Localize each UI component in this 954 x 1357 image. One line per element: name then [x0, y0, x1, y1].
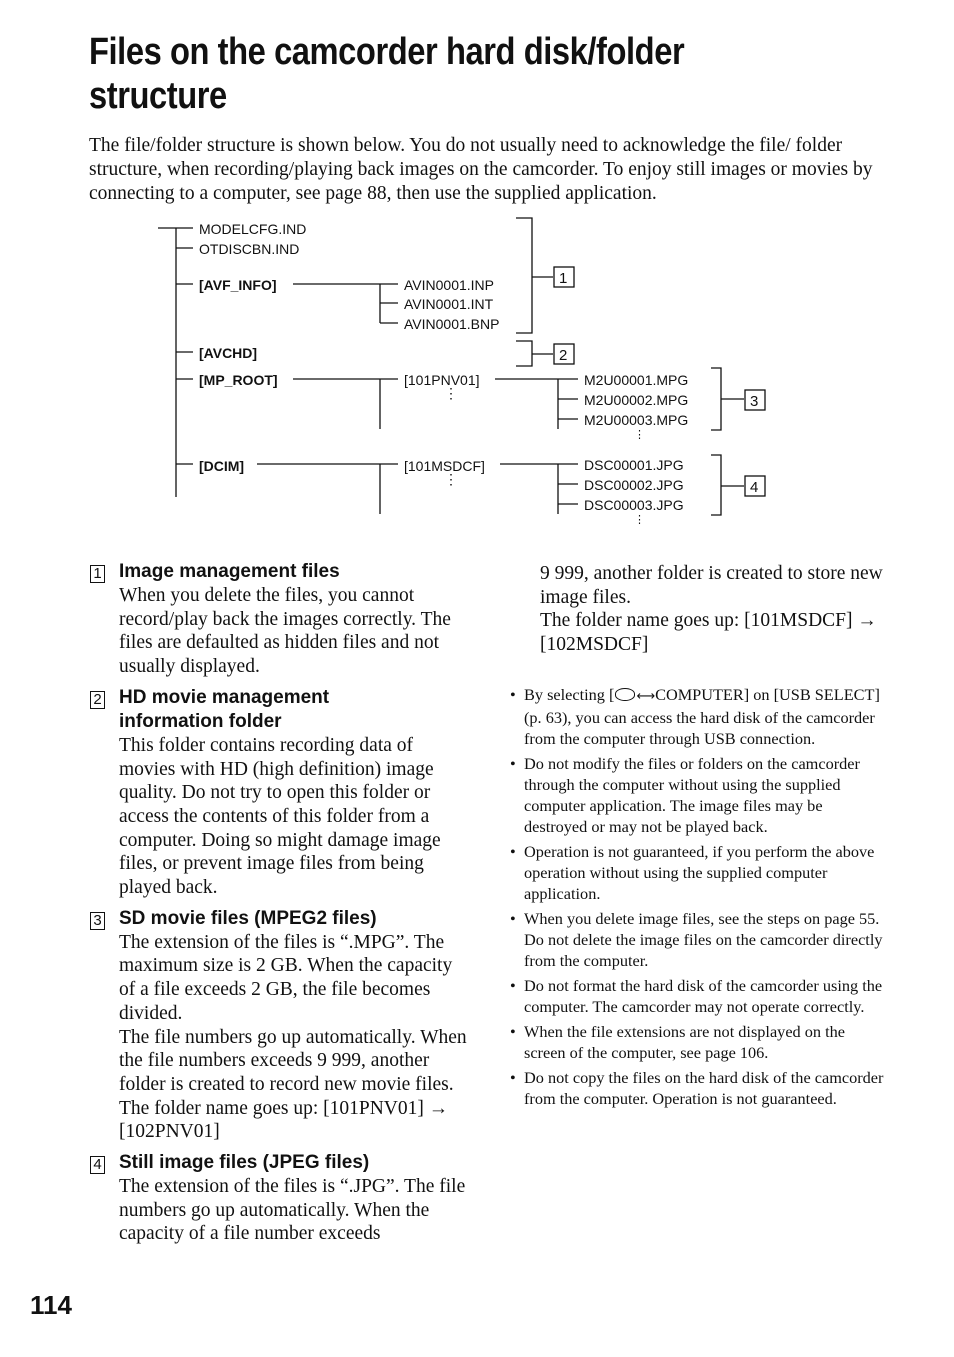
avf-file-3: AVIN0001.BNP — [404, 316, 500, 332]
note-item: • Do not modify the files or folders on the camcorder through the computer without using the supplied computer application. The image files may be destroyed or may not be played back. — [510, 753, 885, 837]
dcim-ellipsis: ⋮ — [444, 471, 458, 487]
dcim-file-1: DSC00001.JPG — [584, 457, 684, 473]
dcim-files-ellipsis: ⋮ — [634, 514, 645, 526]
marker-3: 3 — [750, 393, 759, 410]
section-number: 1 — [90, 565, 105, 583]
section-body-3: The folder name goes up: [101PNV01] → [102PNV01] — [119, 1097, 449, 1143]
section-number: 2 — [90, 691, 105, 709]
intro-paragraph: The file/folder structure is shown below. You do not usually need to acknowledge the file/ folder structure, when recording/playing back images on the camcorder. To enjoy still images or movies by connecting to a computer, see page 88, then use the supplied application. — [89, 135, 873, 204]
mp-file-3: M2U00003.MPG — [584, 412, 689, 428]
note-item: • Do not format the hard disk of the camcorder using the computer. The camcorder may not operate correctly. — [510, 975, 885, 1017]
dcim-file-3: DSC00003.JPG — [584, 497, 684, 513]
bidirectional-arrow-icon: ⟷ — [636, 689, 656, 704]
section-heading: SD movie files (MPEG2 files) — [119, 907, 377, 929]
continuation-line-1: 9 999, another folder is created to store new image files. — [540, 563, 883, 608]
page-number: 114 — [30, 1290, 72, 1320]
note-text-post: COMPUTER] on [USB SELECT] (p. 63), you can access the hard disk of the camcorder from the computer through USB connection. — [524, 685, 880, 748]
folder-structure-diagram — [0, 210, 954, 530]
avf-file-2: AVIN0001.INT — [404, 296, 494, 312]
avf-file-1: AVIN0001.INP — [404, 277, 495, 293]
section-body: This folder contains recording data of movies with HD (high definition) image quality. Do not try to open this folder or access the contents of this folder from a computer. Doing so might damage image files, or prevent image files from being played back. — [119, 734, 441, 899]
mp-file-1: M2U00001.MPG — [584, 372, 689, 388]
mp-files-ellipsis: ⋮ — [634, 429, 645, 441]
marker-4: 4 — [750, 479, 759, 496]
note-item: • When the file extensions are not displayed on the screen of the computer, see page 106. — [510, 1021, 885, 1063]
section-body: The extension of the files is “.MPG”. The maximum size is 2 GB. When the capacity of a file exceeds 2 GB, the file becomes divided. — [119, 931, 453, 1024]
marker-1: 1 — [559, 270, 568, 287]
section-2 — [89, 686, 469, 900]
folder-dcim: [DCIM] — [199, 458, 245, 474]
sections-column — [89, 560, 469, 1253]
page-title: Files on the camcorder hard disk/folder structure — [89, 31, 685, 117]
note-item — [510, 684, 885, 749]
section-number: 3 — [90, 912, 105, 930]
section-heading: HD movie management information folder — [119, 686, 330, 732]
note-text-pre: By selecting [ — [524, 685, 615, 704]
continuation-column — [540, 562, 900, 657]
notes-list — [510, 684, 885, 1113]
section-heading: Still image files (JPEG files) — [119, 1152, 370, 1174]
section-number: 4 — [90, 1156, 105, 1174]
note-item: • When you delete image files, see the steps on page 55. Do not delete the image files on the camcorder directly from the computer. — [510, 908, 885, 971]
root-file-1: MODELCFG.IND — [199, 221, 307, 237]
mp-ellipsis: ⋮ — [444, 385, 458, 401]
section-4 — [89, 1151, 469, 1246]
section-body-2: The file numbers go up automatically. When the file numbers exceeds 9 999, another folder is created to record new movie files. — [119, 1026, 467, 1095]
section-body: When you delete the files, you cannot record/play back the images correctly. The files are defaulted as hidden files and not usually displayed. — [119, 585, 451, 678]
note-item: • Do not copy the files on the hard disk of the camcorder from the computer. Operation is not guaranteed. — [510, 1067, 885, 1109]
hdd-icon — [615, 688, 635, 701]
mp-file-2: M2U00002.MPG — [584, 392, 689, 408]
dcim-file-2: DSC00002.JPG — [584, 477, 684, 493]
note-item: • Operation is not guaranteed, if you perform the above operation without using the supplied computer application. — [510, 841, 885, 904]
continuation-line-2: The folder name goes up: [101MSDCF] → [102MSDCF] — [540, 610, 877, 656]
folder-mp-root: [MP_ROOT] — [199, 372, 278, 388]
section-body: The extension of the files is “.JPG”. The file numbers go up automatically. When the capacity of a file number exceeds — [119, 1176, 466, 1245]
dcim-subfolder: [101MSDCF] — [404, 458, 485, 474]
root-file-2: OTDISCBN.IND — [199, 241, 300, 257]
section-3 — [89, 907, 469, 1144]
mp-subfolder: [101PNV01] — [404, 372, 480, 388]
section-1 — [89, 560, 469, 679]
folder-avf-info: [AVF_INFO] — [199, 277, 277, 293]
marker-2: 2 — [559, 347, 568, 364]
folder-avchd: [AVCHD] — [199, 345, 258, 361]
section-heading: Image management files — [119, 561, 340, 582]
